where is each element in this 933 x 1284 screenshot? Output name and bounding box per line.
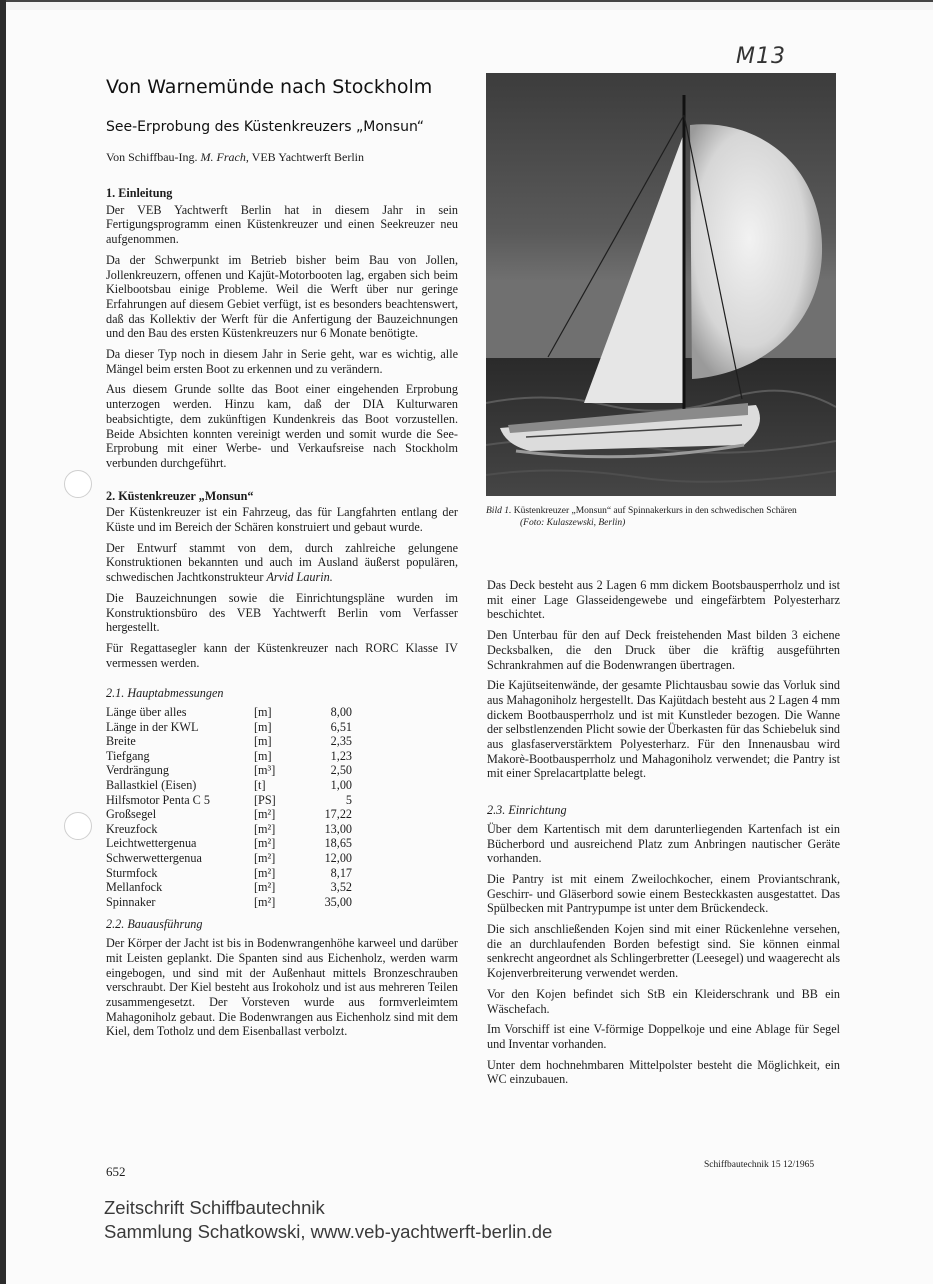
dimension-row <box>106 749 352 764</box>
scan-top-edge <box>0 0 933 10</box>
journal-reference: Schiffbautechnik 15 12/1965 <box>704 1160 815 1170</box>
paragraph: Den Unterbau für den auf Deck freistehenden Mast bilden 3 eichene Decksbalken, die den Druck über die kräftig ausgeführten Schrankrahmen auf die Bodenwrangen übertragen. <box>487 628 840 672</box>
dimension-row <box>106 793 352 808</box>
dimension-value: 12,00 <box>324 851 352 866</box>
page-number: 652 <box>106 1164 126 1179</box>
article-title: Von Warnemünde nach Stockholm <box>106 76 433 98</box>
dimension-value: 5 <box>345 792 352 807</box>
dimension-value: 13,00 <box>324 821 352 836</box>
footer-line-1: Zeitschrift Schiffbautechnik <box>104 1197 325 1218</box>
section-2-1-heading: 2.1. Hauptabmessungen <box>106 686 224 701</box>
dimension-unit: [m²] <box>254 865 276 880</box>
dimension-row <box>106 822 352 837</box>
dimension-row <box>106 851 352 866</box>
dimension-name: Schwerwettergenua <box>106 851 202 866</box>
dimension-unit: [PS] <box>254 792 276 807</box>
dimension-value: 17,22 <box>324 807 352 822</box>
paragraph: Die sich anschließenden Kojen sind mit einer Rückenlehne versehen, die an durchlaufenden Borden befestigt sind. Sie können einmal senkrecht angeordnet als Schlingerbretter (Leesegel) und waagerecht als Kojenverbreiterung verwendet werden. <box>487 922 840 981</box>
dimension-name: Breite <box>106 734 136 749</box>
dimension-value: 2,35 <box>330 734 352 749</box>
section-2-2-heading: 2.2. Bauausführung <box>106 917 203 932</box>
dimension-row <box>106 705 352 720</box>
punch-hole <box>64 470 92 498</box>
paragraph: Die Pantry ist mit einem Zweilochkocher, einem Proviantschrank, Geschirr- und Gläserbord sowie einem Besteckkasten ausgestattet. Das Spülbecken mit Pantrypumpe ist unter dem Brückendeck. <box>487 871 840 916</box>
dimension-unit: [m²] <box>254 821 276 836</box>
paragraph: Der VEB Yachtwerft Berlin hat in diesem Jahr in sein Fertigungsprogramm einen Küstenkreuzer und einen Seekreuzer neu aufgenommen. <box>106 202 458 247</box>
paragraph: Da dieser Typ noch in diesem Jahr in Serie geht, war es wichtig, alle Mängel beim ersten Boot zu erkennen und zu verändern. <box>106 347 458 376</box>
designer-name: Arvid Laurin. <box>266 570 333 585</box>
dimension-unit: [m²] <box>254 851 276 866</box>
caption-text: Küstenkreuzer „Monsun“ auf Spinnakerkurs in den schwedischen Schären <box>513 506 797 516</box>
dimension-name: Tiefgang <box>106 748 150 763</box>
paragraph <box>106 541 458 585</box>
dimension-value: 8,17 <box>330 865 352 880</box>
sailboat-photo <box>486 73 836 496</box>
dimension-name: Ballastkiel (Eisen) <box>106 778 197 793</box>
photo-caption <box>486 506 838 529</box>
caption-credit: (Foto: Kulaszewski, Berlin) <box>520 517 626 528</box>
dimension-unit: [m] <box>254 734 272 749</box>
paragraph-text: Der Entwurf stammt von dem, durch zahlreiche gelungene Konstruktionen bekannten und auch im Ausland äußerst populären, schwedischen Jachtkonstrukteur <box>106 540 458 585</box>
punch-hole <box>64 812 92 840</box>
paragraph: Die Kajütseitenwände, der gesamte Plichtausbau sowie das Vorluk sind aus Mahagoniholz hergestellt. Das Kajütdach besteht aus 2 Lagen 4 mm dickem Bootbausperrholz und ist mit Kunstleder bezogen. Die Wanne der selbstlenzenden Plicht sowie der Überkasten für das Schiebeluk sind aus glasfaserverstärktem Polyesterharz. Für den Innenausbau wird Makorè-Bootbausperrholz und Mahagoniholz verwendet; die Pantry ist mit einer Sprelacartplatte belegt. <box>487 678 841 781</box>
dimension-row <box>106 778 352 793</box>
dimension-value: 1,00 <box>330 778 352 793</box>
dimension-value: 2,50 <box>330 763 352 778</box>
paragraph: Über dem Kartentisch mit dem darunterliegenden Kartenfach ist ein Bücherbord und ausreichend Platz zum Anbringen nautischer Geräte vorhanden. <box>487 821 840 866</box>
dimension-unit: [m²] <box>254 880 276 895</box>
paragraph: Da der Schwerpunkt im Betrieb bisher beim Bau von Jollen, Jollenkreuzern, offenen und Kajüt-Motorbooten lag, ergaben sich beim Kielbootsbau einige Probleme. Weil die Werft über nur geringe Erfahrungen auf diesem Gebiet verfügt, ist es besonders beachtenswert, daß das Kollektiv der Werft für die Anfertigung der Bauzeichnungen und den Bau des ersten Küstenkreuzers nur 6 Monate benötigte. <box>106 252 458 341</box>
dimension-value: 6,51 <box>330 719 352 734</box>
sailboat-illustration <box>486 73 836 496</box>
right-column <box>487 578 840 1093</box>
paragraph: Unter dem hochnehmbaren Mittelpolster besteht die Möglichkeit, ein WC einzubauen. <box>487 1057 840 1087</box>
paragraph: Der Küstenkreuzer ist ein Fahrzeug, das für Langfahrten entlang der Küste und im Bereich der Schären konstruiert und gebaut wurde. <box>106 505 458 535</box>
dimensions-table <box>106 705 352 909</box>
dimension-row <box>106 720 352 735</box>
paragraph: Das Deck besteht aus 2 Lagen 6 mm dickem Bootsbausperrholz und ist mit einer Lage Glasseidengewebe und eingefärbtem Polyesterharz beschichtet. <box>487 578 840 622</box>
dimension-row <box>106 836 352 851</box>
caption-label: Bild 1. <box>486 506 512 516</box>
dimension-unit: [m³] <box>254 763 276 778</box>
dimension-unit: [m] <box>254 748 272 763</box>
dimension-name: Länge in der KWL <box>106 719 199 734</box>
dimension-row <box>106 734 352 749</box>
dimension-name: Leichtwettergenua <box>106 836 197 851</box>
dimension-row <box>106 763 352 778</box>
dimension-name: Kreuzfock <box>106 821 158 836</box>
paragraph: Für Regattasegler kann der Küstenkreuzer nach RORC Klasse IV vermessen werden. <box>106 640 458 670</box>
paragraph: Der Körper der Jacht ist bis in Bodenwrangenhöhe karweel und darüber mit Leisten geplankt. Die Spanten sind aus Eichenholz, werden warm eingebogen, und sind mit der Außenhaut mittels Bronzeschrauben verschraubt. Der Kiel besteht aus Irokoholz und ist aus mehreren Teilen zusammengesetzt. Der Vorsteven wurde aus formverleimtem Mahagoniholz gebaut. Die Bodenwrangen aus Eichenholz sind mit dem Kiel, dem Totholz und dem Eisenballast verbolzt. <box>106 936 458 1039</box>
handwritten-page-note: M13 <box>736 44 786 69</box>
dimension-unit: [m²] <box>254 894 276 909</box>
dimension-name: Großsegel <box>106 807 157 822</box>
byline-suffix: VEB Yachtwerft Berlin <box>251 150 364 164</box>
dimension-name: Sturmfock <box>106 865 158 880</box>
dimension-row <box>106 895 352 910</box>
dimension-unit: [m] <box>254 719 272 734</box>
dimension-row <box>106 807 352 822</box>
scan-left-edge <box>0 0 6 1284</box>
paragraph: Im Vorschiff ist eine V-förmige Doppelkoje und eine Ablage für Segel und Inventar vorhanden. <box>487 1022 840 1051</box>
dimension-value: 3,52 <box>330 880 352 895</box>
paragraph: Vor den Kojen befindet sich StB ein Kleiderschrank und BB ein Wäschefach. <box>487 986 840 1016</box>
footer-line-2: Sammlung Schatkowski, www.veb-yachtwerft-berlin.de <box>104 1221 553 1242</box>
paragraph: Aus diesem Grunde sollte das Boot einer eingehenden Erprobung unterzogen werden. Hinzu kam, daß der DIA Kulturwaren beabsichtigte, dem zukünftigen Kundenkreis das Boot vorzustellen. Beide Absichten konnten vereinigt werden und somit wurde die See-Erprobung mit einer Werbe- und Verkaufsreise nach Stockholm verbunden durchgeführt. <box>106 382 458 470</box>
dimension-name: Verdrängung <box>106 763 169 778</box>
dimension-name: Länge über alles <box>106 705 187 720</box>
dimension-unit: [t] <box>254 778 266 793</box>
dimension-row <box>106 880 352 895</box>
dimension-unit: [m] <box>254 705 272 720</box>
byline-prefix: Von Schiffbau-Ing. <box>106 150 198 164</box>
dimension-name: Mellanfock <box>106 880 163 895</box>
dimension-row <box>106 866 352 881</box>
dimension-value: 1,23 <box>330 748 352 763</box>
dimension-value: 18,65 <box>324 836 352 851</box>
dimension-name: Hilfsmotor Penta C 5 <box>106 792 210 807</box>
dimension-unit: [m²] <box>254 807 276 822</box>
dimension-value: 35,00 <box>324 894 352 909</box>
left-column <box>106 186 458 1045</box>
section-2-heading: 2. Küstenkreuzer „Monsun“ <box>106 488 254 503</box>
dimension-value: 8,00 <box>330 705 352 720</box>
article-subtitle: See-Erprobung des Küstenkreuzers „Monsun“ <box>106 119 425 135</box>
section-1-heading: 1. Einleitung <box>106 186 173 200</box>
dimension-name: Spinnaker <box>106 894 156 909</box>
article-byline <box>106 150 364 165</box>
paragraph: Die Bauzeichnungen sowie die Einrichtungspläne wurden im Konstruktionsbüro des VEB Yachtwerft Berlin vom Verfasser hergestellt. <box>106 590 458 635</box>
dimension-unit: [m²] <box>254 836 276 851</box>
section-2-3-heading: 2.3. Einrichtung <box>487 803 567 818</box>
byline-author: M. Frach, <box>200 150 249 164</box>
